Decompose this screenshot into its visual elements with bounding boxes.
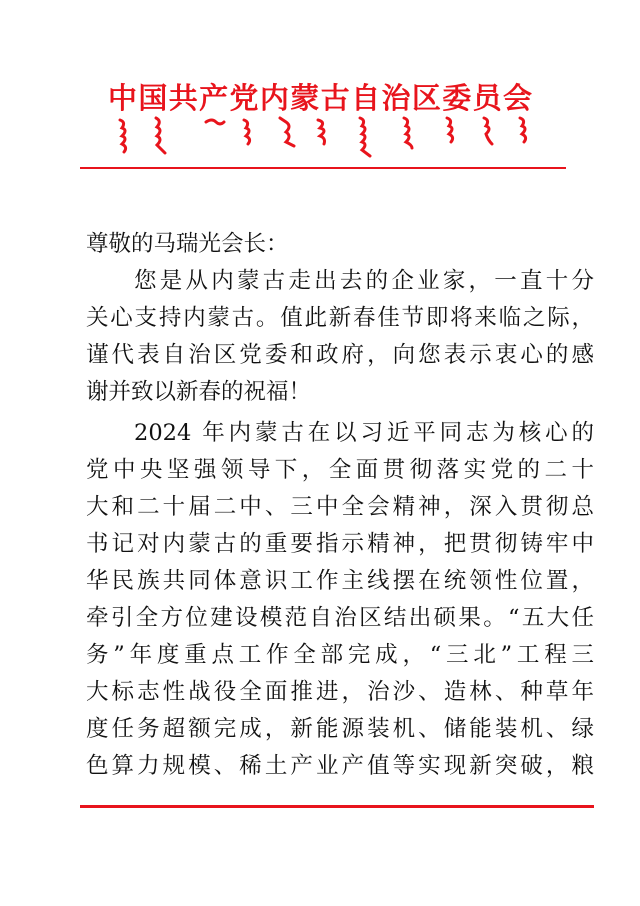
paragraph-line: 您是从内蒙古走出去的企业家，一直十分 — [134, 268, 594, 294]
paragraph-line: 2024 年内蒙古在以习近平同志为核心的 — [134, 420, 594, 446]
paragraph-line: 大标志性战役全面推进，治沙、造林、种草年 — [86, 679, 594, 705]
paragraph-line: 牵引全方位建设模范自治区结出硕果。“五大任 — [86, 605, 594, 631]
paragraph-line: 度任务超额完成，新能源装机、储能装机、绿 — [86, 716, 594, 742]
paragraph-line: 谢并致以新春的祝福！ — [86, 379, 312, 405]
paragraph-line: 华民族共同体意识工作主线摆在统领性位置， — [86, 568, 594, 594]
paragraph-line: 关心支持内蒙古。值此新春佳节即将来临之际， — [86, 305, 594, 331]
paragraph-line: 色算力规模、稀土产业产值等实现新突破，粮 — [86, 753, 594, 779]
footer-divider — [80, 805, 594, 808]
salutation: 尊敬的马瑞光会长： — [86, 231, 289, 257]
letterhead-title: 中国共产党内蒙古自治区委员会 — [108, 81, 533, 115]
paragraph-line: 大和二十届二中、三中全会精神，深入贯彻总 — [86, 494, 594, 520]
paragraph-line: 务”年度重点工作全部完成，“三北”工程三 — [86, 642, 594, 668]
paragraph-line: 党中央坚强领导下，全面贯彻落实党的二十 — [86, 457, 594, 483]
letterhead-divider — [80, 167, 566, 169]
paragraph-line: 书记对内蒙古的重要指示精神，把贯彻铸牢中 — [86, 531, 594, 557]
mongolian-script-letterhead — [112, 112, 532, 162]
paragraph-line: 谨代表自治区党委和政府，向您表示衷心的感 — [86, 342, 594, 368]
letter-body — [86, 226, 594, 785]
